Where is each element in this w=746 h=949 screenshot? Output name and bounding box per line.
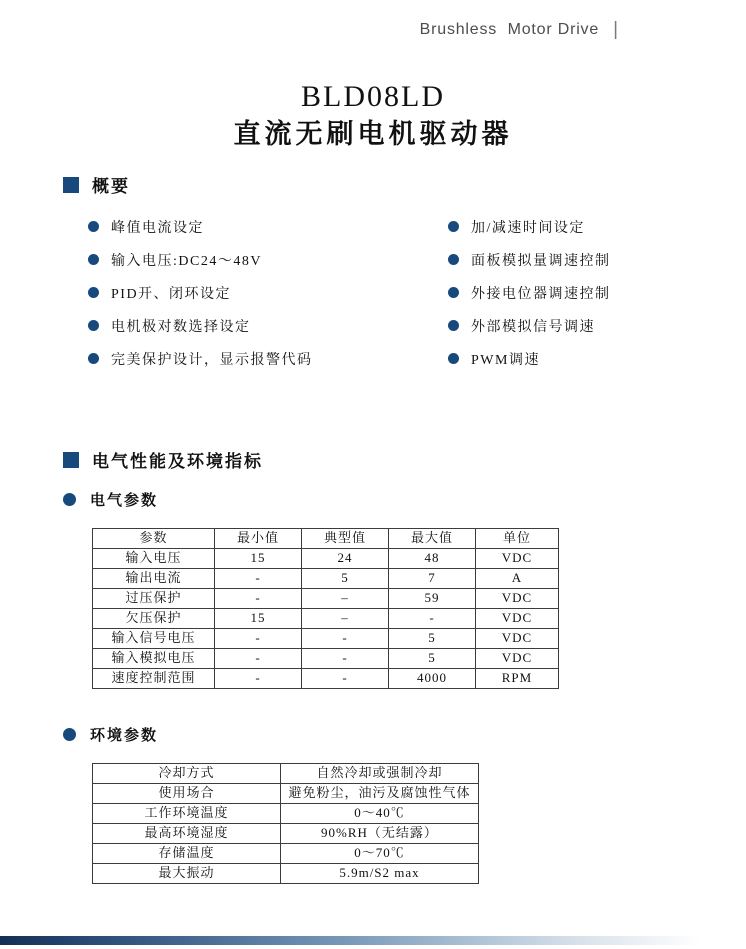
feature-item-left-5 [88,342,313,375]
table-cell: 59 [389,589,476,609]
table-cell: 0～70℃ [281,844,479,864]
table-row [93,804,479,824]
table-cell: 15 [215,609,302,629]
column-header: 单位 [476,529,559,549]
bullet-marker-icon [63,728,76,741]
column-header: 参数 [93,529,215,549]
feature-item-left-3 [88,276,313,309]
table-cell: 避免粉尘，油污及腐蚀性气体 [281,784,479,804]
feature-list-left [88,210,313,375]
table-cell: VDC [476,609,559,629]
table-cell: 5 [389,629,476,649]
table-cell: – [302,589,389,609]
table-row [93,609,559,629]
table-cell: - [215,629,302,649]
feature-item-left-1 [88,210,313,243]
table-row [93,569,559,589]
header-separator-bar: | [613,19,618,40]
square-marker-icon [63,452,79,468]
bullet-icon [448,353,459,364]
feature-label: 外部模拟信号调速 [471,319,595,335]
feature-label: 加/减速时间设定 [471,220,585,236]
bullet-icon [88,254,99,265]
subsection-header-electrical [63,489,158,510]
environment-heading: 环境参数 [90,727,159,744]
feature-label: 面板模拟量调速控制 [471,253,611,269]
table-cell: - [389,609,476,629]
table-cell: 输入信号电压 [93,629,215,649]
table-cell: VDC [476,629,559,649]
table-row [93,669,559,689]
table-cell: VDC [476,649,559,669]
electrical-parameters-table [92,528,559,689]
table-cell: 输出电流 [93,569,215,589]
table-cell: 最高环境湿度 [93,824,281,844]
feature-list-right [448,210,611,375]
table-cell: - [215,569,302,589]
table-cell: 0～40℃ [281,804,479,824]
table-cell: VDC [476,589,559,609]
column-header: 最小值 [215,529,302,549]
bullet-icon [448,254,459,265]
table-cell: 输入电压 [93,549,215,569]
bullet-marker-icon [63,493,76,506]
brand-text: Brushless Motor Drive [419,20,600,38]
feature-label: 电机极对数选择设定 [111,319,251,335]
table-cell: A [476,569,559,589]
table-cell: - [302,669,389,689]
table-row [93,824,479,844]
table-cell: 5 [302,569,389,589]
table-cell: 工作环境温度 [93,804,281,824]
table-row [93,649,559,669]
bullet-icon [448,320,459,331]
table-cell: 输入模拟电压 [93,649,215,669]
electrical-heading: 电气参数 [90,492,159,509]
feature-item-right-1 [448,210,611,243]
table-row [93,844,479,864]
table-row [93,784,479,804]
table-cell: 7 [389,569,476,589]
bullet-icon [448,221,459,232]
table-cell: 最大振动 [93,864,281,884]
bullet-icon [88,353,99,364]
table-cell: - [302,649,389,669]
feature-label: PWM调速 [471,352,540,368]
table-cell: 5.9m/S2 max [281,864,479,884]
section-header-specs [63,447,263,472]
product-title: 直流无刷电机驱动器 [233,119,513,149]
feature-item-right-5 [448,342,611,375]
table-row [93,589,559,609]
table-cell: - [215,649,302,669]
overview-heading: 概要 [92,177,130,196]
bullet-icon [88,320,99,331]
bullet-icon [88,287,99,298]
section-header-overview [63,172,130,197]
page-header [420,20,618,39]
feature-item-right-4 [448,309,611,342]
feature-label: 峰值电流设定 [111,220,204,236]
bullet-icon [88,221,99,232]
table-row [93,629,559,649]
table-row [93,549,559,569]
table-cell: RPM [476,669,559,689]
specs-heading: 电气性能及环境指标 [92,452,263,471]
table-cell: VDC [476,549,559,569]
table-cell: 使用场合 [93,784,281,804]
table-cell: 48 [389,549,476,569]
table-cell: – [302,609,389,629]
table-cell: 冷却方式 [93,764,281,784]
table-cell: - [215,669,302,689]
table-cell: 4000 [389,669,476,689]
table-row [93,764,479,784]
footer-gradient-bar [0,936,746,945]
table-header-row [93,529,559,549]
feature-item-left-4 [88,309,313,342]
table-cell: - [302,629,389,649]
column-header: 最大值 [389,529,476,549]
feature-label: PID开、闭环设定 [111,286,232,302]
table-cell: 速度控制范围 [93,669,215,689]
table-cell: - [215,589,302,609]
table-cell: 24 [302,549,389,569]
feature-label: 输入电压:DC24～48V [111,253,262,269]
feature-item-right-2 [448,243,611,276]
feature-label: 完美保护设计，显示报警代码 [111,352,313,368]
table-row [93,864,479,884]
table-cell: 15 [215,549,302,569]
feature-label: 外接电位器调速控制 [471,286,611,302]
table-cell: 90%RH（无结露） [281,824,479,844]
environment-parameters-table [92,763,479,884]
table-cell: 过压保护 [93,589,215,609]
feature-item-left-2 [88,243,313,276]
feature-item-right-3 [448,276,611,309]
bullet-icon [448,287,459,298]
table-cell: 自然冷却或强制冷却 [281,764,479,784]
table-cell: 5 [389,649,476,669]
subsection-header-environment [63,724,158,745]
product-model: BLD08LD [301,80,445,113]
table-cell: 欠压保护 [93,609,215,629]
column-header: 典型值 [302,529,389,549]
square-marker-icon [63,177,79,193]
table-cell: 存储温度 [93,844,281,864]
